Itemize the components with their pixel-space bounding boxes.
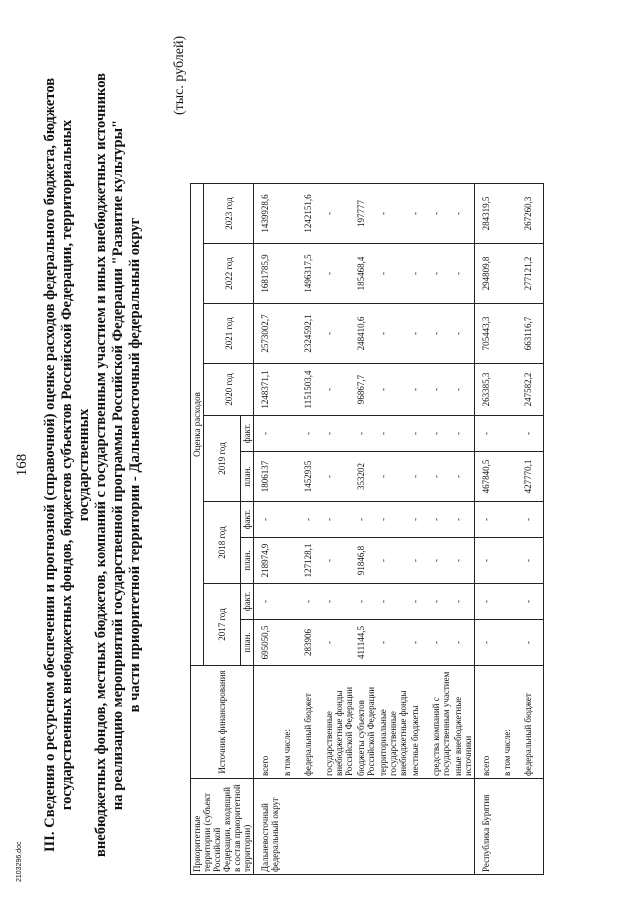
value-cell: - bbox=[302, 584, 323, 620]
table-row bbox=[409, 184, 430, 875]
value-cell: 695050,5 bbox=[254, 620, 282, 666]
fact-subheader: факт. bbox=[241, 584, 254, 620]
value-cell: - bbox=[302, 502, 323, 538]
value-cell: - bbox=[430, 452, 452, 502]
value-cell: 283906 bbox=[302, 620, 323, 666]
table-row bbox=[281, 184, 302, 875]
heading-line: государственных внебюджетных фондов, бюджетов субъектов Российской Федерации, территориальных государственных bbox=[59, 119, 92, 811]
source-cell: всего bbox=[475, 666, 502, 779]
value-cell bbox=[281, 538, 302, 584]
value-cell bbox=[501, 304, 522, 364]
territory-cell bbox=[501, 779, 522, 875]
value-cell: 248410,6 bbox=[355, 304, 377, 364]
value-cell: 127128,1 bbox=[302, 538, 323, 584]
territory-cell bbox=[323, 779, 355, 875]
table-row bbox=[323, 184, 355, 875]
territory-cell bbox=[430, 779, 452, 875]
value-cell: - bbox=[452, 416, 475, 452]
value-cell: - bbox=[452, 538, 475, 584]
source-cell: бюджеты субъектов Российской Федерации bbox=[355, 666, 377, 779]
heading-line: на реализацию мероприятий государственной программы Российской Федерации "Развитие культуры" bbox=[110, 119, 126, 811]
value-cell bbox=[281, 244, 302, 304]
value-cell: - bbox=[522, 620, 544, 666]
value-cell: - bbox=[430, 502, 452, 538]
value-cell: - bbox=[355, 584, 377, 620]
value-cell: - bbox=[452, 184, 475, 244]
source-cell: местные бюджеты bbox=[409, 666, 430, 779]
value-cell: 91846,8 bbox=[355, 538, 377, 584]
year-header: 2023 год bbox=[204, 184, 254, 244]
table-row bbox=[452, 184, 475, 875]
value-cell: - bbox=[302, 416, 323, 452]
source-cell: в том числе: bbox=[501, 666, 522, 779]
value-cell: - bbox=[522, 584, 544, 620]
value-cell: - bbox=[377, 184, 409, 244]
value-cell: 1242151,6 bbox=[302, 184, 323, 244]
heading-line: III. Сведения о ресурсном обеспечении и прогнозной (справочной) оценке расходов федерального бюджета, бюджетов bbox=[42, 77, 58, 853]
value-cell: - bbox=[409, 584, 430, 620]
value-cell: - bbox=[409, 502, 430, 538]
territory-cell bbox=[377, 779, 409, 875]
territory-cell bbox=[281, 779, 302, 875]
table-row bbox=[430, 184, 452, 875]
value-cell: - bbox=[355, 502, 377, 538]
value-cell: - bbox=[254, 584, 282, 620]
value-cell: - bbox=[377, 244, 409, 304]
value-cell: 197777 bbox=[355, 184, 377, 244]
year-header: 2017 год bbox=[204, 584, 241, 666]
value-cell bbox=[501, 584, 522, 620]
source-cell: всего bbox=[254, 666, 282, 779]
value-cell bbox=[281, 452, 302, 502]
year-header: 2020 год bbox=[204, 364, 254, 416]
value-cell: - bbox=[452, 244, 475, 304]
table-row bbox=[377, 184, 409, 875]
value-cell: - bbox=[409, 184, 430, 244]
value-cell: - bbox=[323, 620, 355, 666]
value-cell: 294809,8 bbox=[475, 244, 502, 304]
value-cell: 467840,5 bbox=[475, 452, 502, 502]
value-cell: - bbox=[475, 620, 502, 666]
value-cell: - bbox=[323, 452, 355, 502]
units-note: (тыс. рублей) bbox=[172, 35, 187, 115]
source-cell: государственные внебюджетные фонды Российской Федерации bbox=[323, 666, 355, 779]
value-cell: - bbox=[409, 620, 430, 666]
value-cell: - bbox=[430, 538, 452, 584]
value-cell: - bbox=[452, 502, 475, 538]
section-heading bbox=[42, 70, 144, 860]
value-cell: - bbox=[377, 502, 409, 538]
value-cell: - bbox=[452, 584, 475, 620]
table-row bbox=[522, 184, 544, 875]
value-cell: - bbox=[409, 304, 430, 364]
plan-subheader: план. bbox=[241, 452, 254, 502]
value-cell: - bbox=[409, 538, 430, 584]
value-cell: - bbox=[323, 364, 355, 416]
heading-line: внебюджетных фондов, местных бюджетов, компаний с государственным участием и иных внебюджетных источников bbox=[93, 72, 109, 858]
col-source-header: Источник финансирования bbox=[191, 666, 254, 779]
territory-cell bbox=[452, 779, 475, 875]
value-cell: - bbox=[323, 244, 355, 304]
value-cell: 2324592,1 bbox=[302, 304, 323, 364]
source-cell: иные внебюджетные источники bbox=[452, 666, 475, 779]
rotated-page bbox=[0, 25, 600, 905]
value-cell: - bbox=[323, 304, 355, 364]
value-cell: - bbox=[323, 502, 355, 538]
value-cell: 96867,7 bbox=[355, 364, 377, 416]
value-cell: - bbox=[452, 364, 475, 416]
value-cell: - bbox=[409, 364, 430, 416]
page-number: 168 bbox=[14, 453, 30, 477]
table-row bbox=[501, 184, 522, 875]
value-cell: - bbox=[522, 502, 544, 538]
value-cell bbox=[281, 502, 302, 538]
value-cell: - bbox=[323, 538, 355, 584]
value-cell: - bbox=[323, 184, 355, 244]
table-row bbox=[475, 184, 502, 875]
value-cell bbox=[501, 184, 522, 244]
fact-subheader: факт. bbox=[241, 416, 254, 452]
value-cell: 427770,1 bbox=[522, 452, 544, 502]
value-cell: - bbox=[377, 452, 409, 502]
value-cell: 2573002,7 bbox=[254, 304, 282, 364]
col-estimate-header: Оценка расходов bbox=[191, 184, 204, 666]
value-cell: 663116,7 bbox=[522, 304, 544, 364]
value-cell: - bbox=[430, 184, 452, 244]
value-cell: 1496317,5 bbox=[302, 244, 323, 304]
source-cell: федеральный бюджет bbox=[522, 666, 544, 779]
territory-cell bbox=[355, 779, 377, 875]
value-cell: 284319,5 bbox=[475, 184, 502, 244]
value-cell: - bbox=[475, 538, 502, 584]
value-cell bbox=[281, 416, 302, 452]
source-cell: федеральный бюджет bbox=[302, 666, 323, 779]
value-cell: - bbox=[377, 416, 409, 452]
value-cell: - bbox=[430, 416, 452, 452]
plan-subheader: план. bbox=[241, 620, 254, 666]
plan-subheader: план. bbox=[241, 538, 254, 584]
value-cell: 267260,3 bbox=[522, 184, 544, 244]
table-row bbox=[355, 184, 377, 875]
value-cell: - bbox=[452, 620, 475, 666]
source-cell: территориальные государственные внебюджетные фонды bbox=[377, 666, 409, 779]
value-cell: - bbox=[522, 538, 544, 584]
value-cell: 1681785,9 bbox=[254, 244, 282, 304]
value-cell: 277121,2 bbox=[522, 244, 544, 304]
value-cell: - bbox=[323, 416, 355, 452]
value-cell: - bbox=[355, 416, 377, 452]
value-cell: 247582,2 bbox=[522, 364, 544, 416]
value-cell: - bbox=[475, 584, 502, 620]
value-cell: - bbox=[377, 304, 409, 364]
value-cell: - bbox=[475, 416, 502, 452]
value-cell: - bbox=[522, 416, 544, 452]
value-cell: 1452935 bbox=[302, 452, 323, 502]
value-cell bbox=[281, 584, 302, 620]
table-row bbox=[254, 184, 282, 875]
value-cell bbox=[501, 452, 522, 502]
value-cell: - bbox=[430, 244, 452, 304]
value-cell: - bbox=[430, 620, 452, 666]
value-cell: 1439928,6 bbox=[254, 184, 282, 244]
territory-cell: Республика Бурятия bbox=[475, 779, 502, 875]
value-cell: - bbox=[377, 538, 409, 584]
file-footer: 2103296.doc bbox=[16, 841, 23, 882]
value-cell: - bbox=[323, 584, 355, 620]
value-cell: - bbox=[409, 452, 430, 502]
territory-cell bbox=[409, 779, 430, 875]
territory-cell: Дальневосточный федеральный округ bbox=[254, 779, 282, 875]
value-cell bbox=[501, 502, 522, 538]
value-cell: - bbox=[377, 584, 409, 620]
value-cell bbox=[281, 304, 302, 364]
value-cell: 411144,5 bbox=[355, 620, 377, 666]
value-cell: 353202 bbox=[355, 452, 377, 502]
value-cell: - bbox=[377, 620, 409, 666]
value-cell bbox=[281, 364, 302, 416]
value-cell bbox=[501, 620, 522, 666]
territory-cell bbox=[522, 779, 544, 875]
value-cell: - bbox=[430, 584, 452, 620]
table-row bbox=[302, 184, 323, 875]
value-cell: - bbox=[452, 304, 475, 364]
value-cell: 218974,9 bbox=[254, 538, 282, 584]
value-cell: - bbox=[430, 364, 452, 416]
source-cell: в том числе: bbox=[281, 666, 302, 779]
value-cell: - bbox=[254, 416, 282, 452]
value-cell: 263385,3 bbox=[475, 364, 502, 416]
value-cell: - bbox=[475, 502, 502, 538]
year-header: 2018 год bbox=[204, 502, 241, 584]
territory-cell bbox=[302, 779, 323, 875]
value-cell: 1248371,1 bbox=[254, 364, 282, 416]
value-cell bbox=[501, 538, 522, 584]
value-cell: - bbox=[254, 502, 282, 538]
value-cell: - bbox=[377, 364, 409, 416]
year-header: 2019 год bbox=[204, 416, 241, 502]
table-body bbox=[254, 184, 544, 875]
value-cell bbox=[501, 416, 522, 452]
value-cell: 185468,4 bbox=[355, 244, 377, 304]
col-territory-header: Приоритетные территории (субъект Российской Федерации, входящий в состав приоритетной территории) bbox=[191, 779, 254, 875]
value-cell: - bbox=[409, 416, 430, 452]
year-header: 2022 год bbox=[204, 244, 254, 304]
resource-table bbox=[190, 183, 544, 875]
heading-line: в части приоритетной территории - Дальневосточный федеральный округ bbox=[127, 217, 143, 713]
value-cell: 705443,3 bbox=[475, 304, 502, 364]
source-cell: средства компаний с государственным участием bbox=[430, 666, 452, 779]
value-cell: - bbox=[452, 452, 475, 502]
value-cell bbox=[501, 244, 522, 304]
value-cell: 1806137 bbox=[254, 452, 282, 502]
value-cell bbox=[281, 620, 302, 666]
value-cell: - bbox=[430, 304, 452, 364]
fact-subheader: факт. bbox=[241, 502, 254, 538]
value-cell: 1151503,4 bbox=[302, 364, 323, 416]
value-cell bbox=[501, 364, 522, 416]
value-cell bbox=[281, 184, 302, 244]
value-cell: - bbox=[409, 244, 430, 304]
year-header: 2021 год bbox=[204, 304, 254, 364]
